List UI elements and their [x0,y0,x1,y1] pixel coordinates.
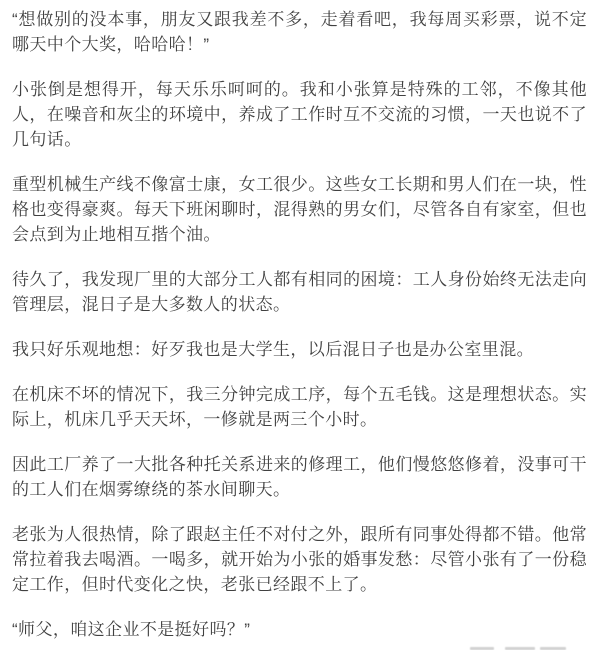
paragraph-workers-dilemma: 待久了，我发现厂里的大部分工人都有相同的困境：工人身份始终无法走向管理层，混日子是大多数人的状态。 [12,270,587,314]
paragraph-repairmen: 因此工厂养了一大批各种托关系进来的修理工，他们慢悠悠修着，没事可干的工人们在烟雾缭绕的茶水间聊天。 [12,455,587,499]
paragraph-quote-master: “师父，咱这企业不是挺好吗？” [12,620,251,639]
paragraph-machine-breakdowns: 在机床不坏的情况下，我三分钟完成工序，每个五毛钱。这是理想状态。实际上，机床几乎天天坏，一修就是两三个小时。 [12,385,587,429]
paragraph-laozhang-worries: 老张为人很热情，除了跟赵主任不对付之外，跟所有同事处得都不错。他常常拉着我去喝酒。一喝多，就开始为小张的婚事发愁：尽管小张有了一份稳定工作，但时代变化之快，老张已经跟不上了。 [12,525,587,594]
paragraph-self-consolation: 我只好乐观地想：好歹我也是大学生，以后混日子也是办公室里混。 [12,340,534,359]
paragraph-xiaozhang-optimism: 小张倒是想得开，每天乐乐呵呵的。我和小张算是特殊的工邻，不像其他人，在噪音和灰尘的环境中，养成了工作时互不交流的习惯，一天也说不了几句话。 [12,80,587,149]
paragraph-quote-lottery: “想做别的没本事，朋友又跟我差不多，走着看吧，我每周买彩票，说不定哪天中个大奖，哈哈哈！” [12,10,587,54]
paragraph-factory-women-workers: 重型机械生产线不像富士康，女工很少。这些女工长期和男人们在一块，性格也变得豪爽。每天下班闲聊时，混得熟的男女们，尽管各自有家室，但也会点到为止地相互揩个油。 [12,175,587,244]
